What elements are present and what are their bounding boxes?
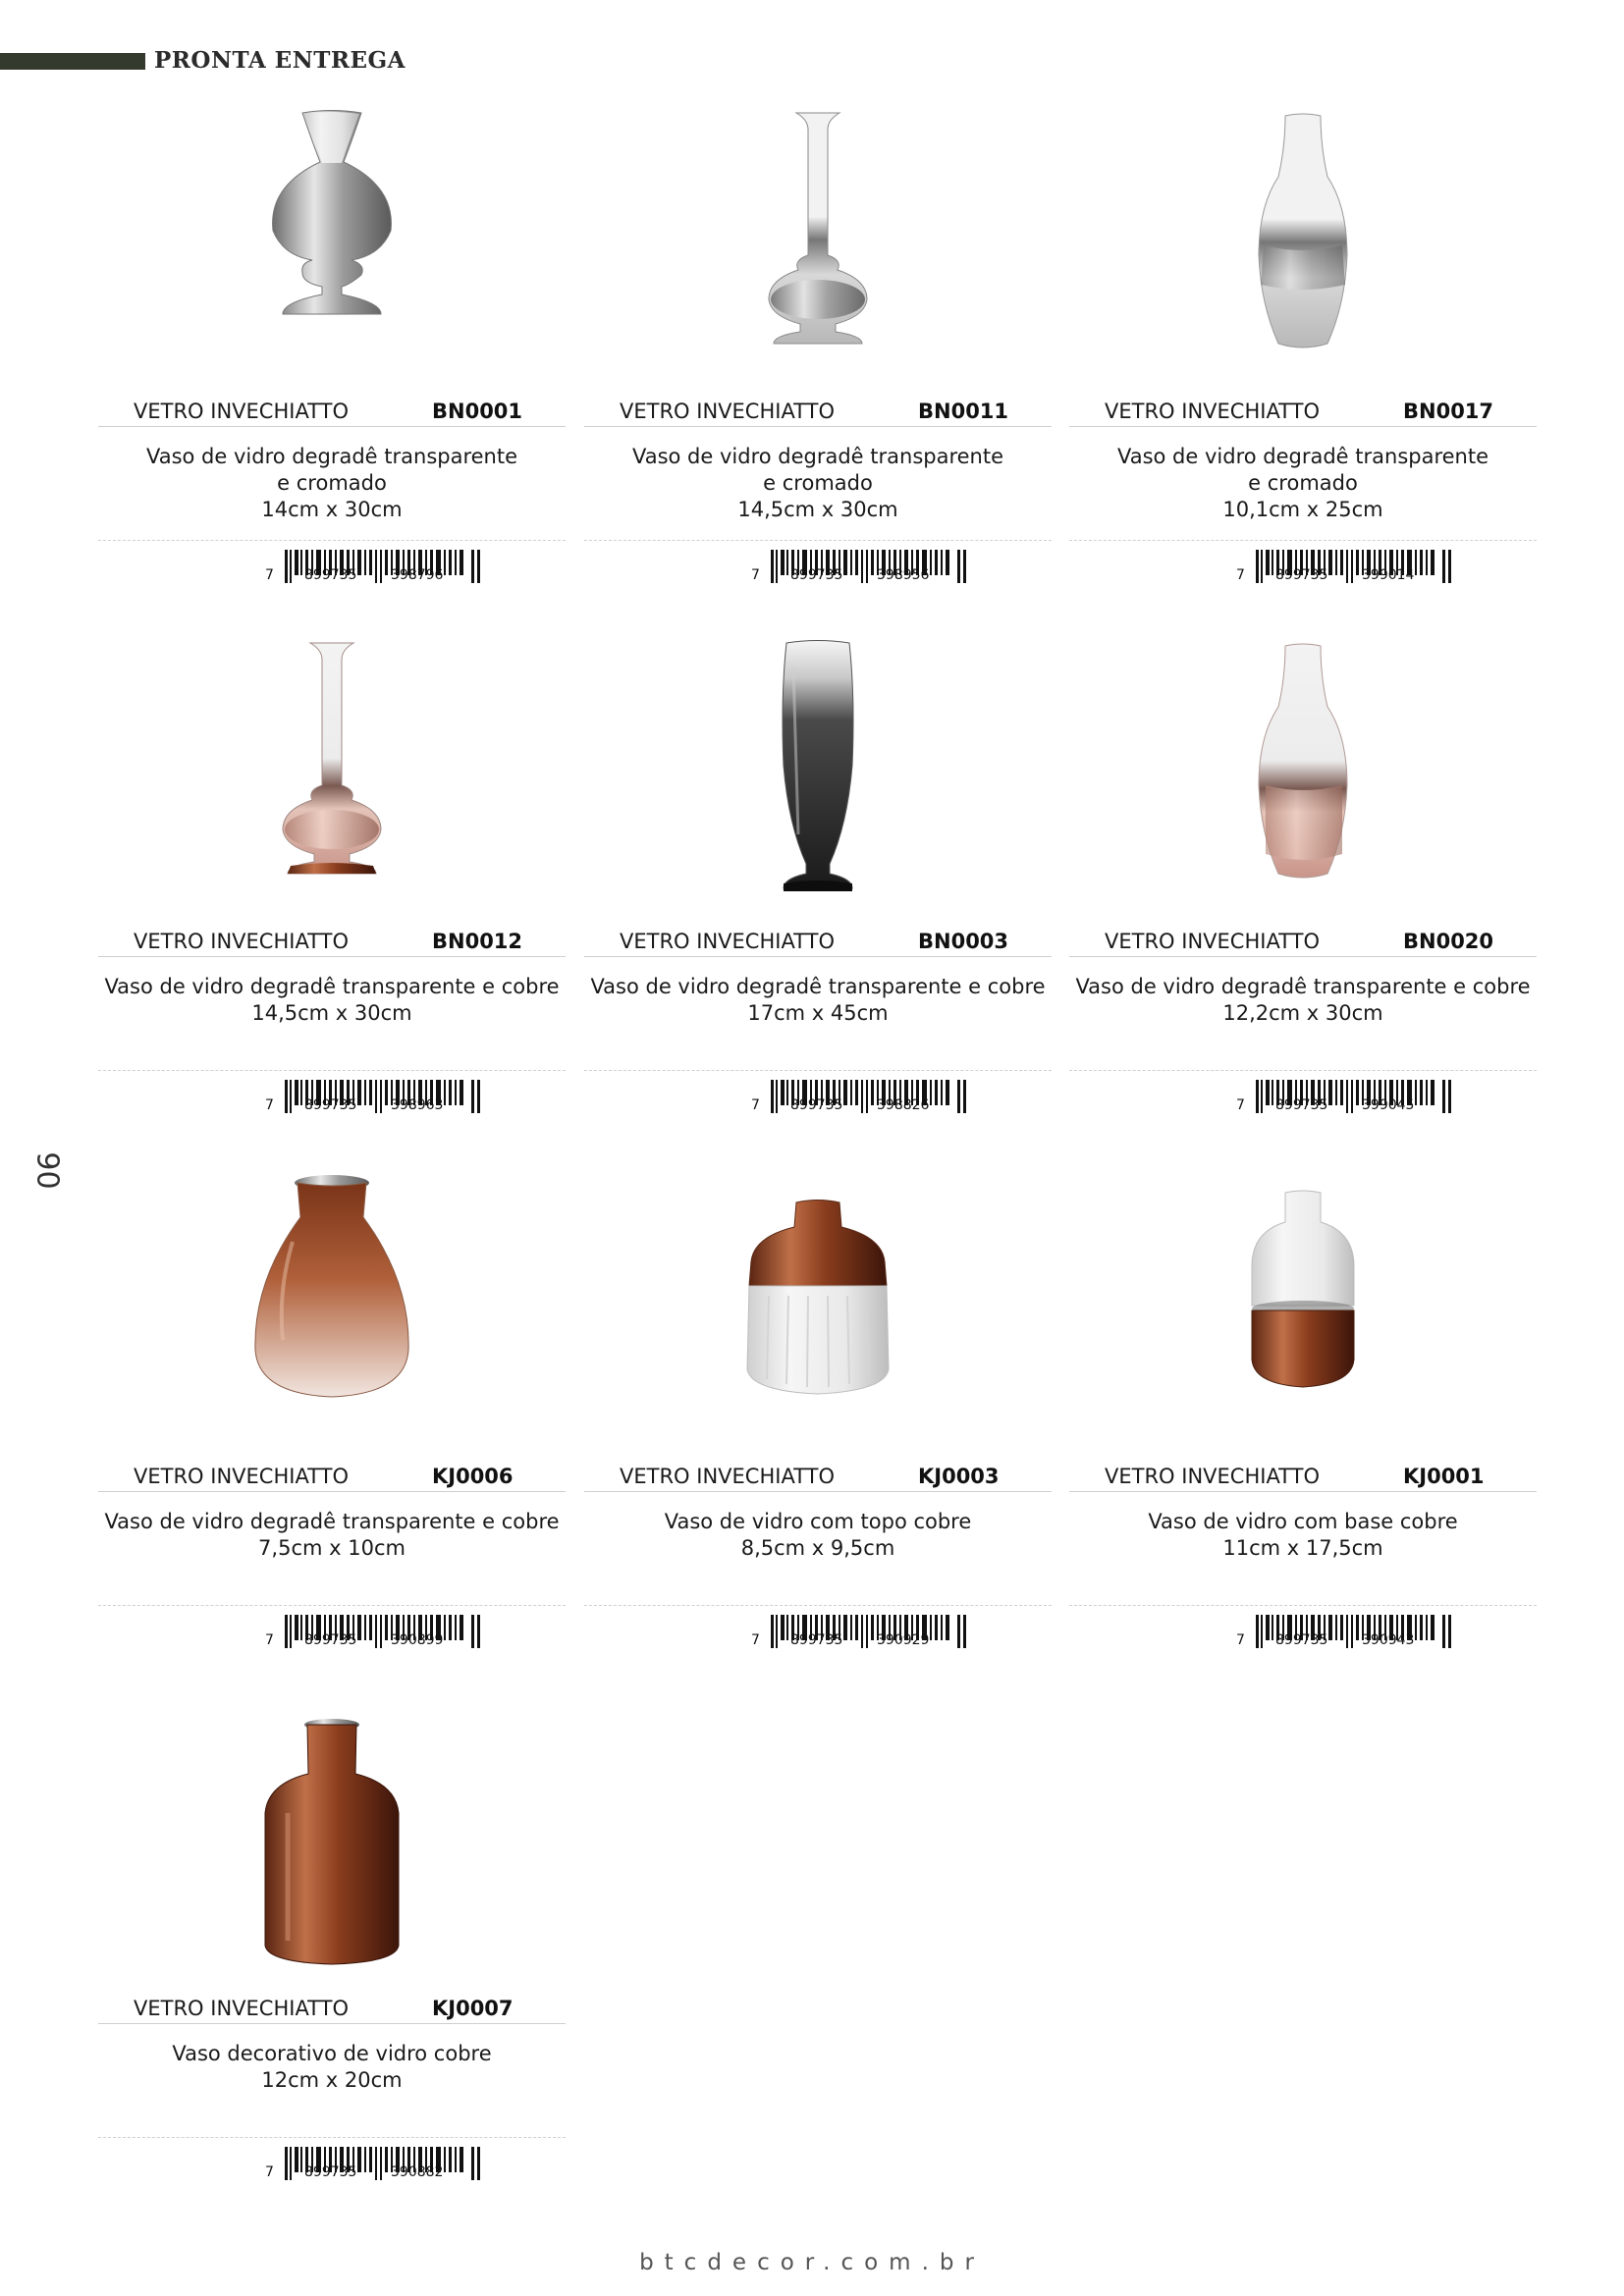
separator <box>1069 1070 1537 1071</box>
product-code: BN0017 <box>1403 400 1494 423</box>
barcode <box>1234 550 1460 599</box>
product-image <box>1069 638 1537 923</box>
product-size: 10,1cm x 25cm <box>1222 498 1383 521</box>
barcode <box>1234 1080 1460 1129</box>
product-description: Vaso de vidro degradê transparente e cromado <box>145 445 518 495</box>
product-description: Vaso de vidro degradê transparente e cobre <box>104 975 560 998</box>
barcode-left-digits: 899735 <box>1275 1632 1328 1648</box>
barcode-right-digits: 390929 <box>877 1632 930 1648</box>
separator <box>1069 1605 1537 1606</box>
barcode <box>263 1615 489 1664</box>
product-size: 14cm x 30cm <box>261 498 403 521</box>
barcode-left-digits: 899735 <box>304 1632 357 1648</box>
product-code: BN0020 <box>1403 930 1494 953</box>
product-brand: VETRO INVECHIATTO <box>620 930 835 953</box>
barcode-right-digits: 399045 <box>1362 1097 1415 1113</box>
barcode-right-digits: 398956 <box>877 567 930 583</box>
barcode-first-digit: 7 <box>1236 1632 1245 1648</box>
barcode <box>1234 1615 1460 1664</box>
separator <box>1069 540 1537 541</box>
product-size: 14,5cm x 30cm <box>737 498 898 521</box>
product-size: 11cm x 17,5cm <box>1222 1536 1383 1560</box>
barcode-left-digits: 899735 <box>1275 567 1328 583</box>
product-brand: VETRO INVECHIATTO <box>620 1465 835 1488</box>
product-image <box>98 638 566 923</box>
barcode-right-digits: 390882 <box>391 2164 444 2180</box>
barcode-first-digit: 7 <box>751 567 760 583</box>
barcode <box>263 2147 489 2196</box>
product-brand: VETRO INVECHIATTO <box>134 930 349 953</box>
product-brand: VETRO INVECHIATTO <box>134 1465 349 1488</box>
barcode-first-digit: 7 <box>265 1632 274 1648</box>
product-size: 17cm x 45cm <box>747 1001 889 1025</box>
barcode <box>749 1615 975 1664</box>
product-description: Vaso de vidro degradê transparente e cobre <box>104 1510 560 1533</box>
separator <box>584 1070 1052 1071</box>
barcode-first-digit: 7 <box>265 567 274 583</box>
product-code: KJ0001 <box>1403 1465 1485 1488</box>
barcode-left-digits: 899735 <box>304 2164 357 2180</box>
separator <box>584 1605 1052 1606</box>
product-code: KJ0007 <box>432 1997 514 2020</box>
product-description: Vaso de vidro degradê transparente e cromado <box>1116 445 1489 495</box>
product-code: KJ0006 <box>432 1465 514 1488</box>
barcode-first-digit: 7 <box>1236 567 1245 583</box>
product-size: 12,2cm x 30cm <box>1222 1001 1383 1025</box>
product-brand: VETRO INVECHIATTO <box>1105 1465 1320 1488</box>
product-code: BN0011 <box>918 400 1009 423</box>
barcode-first-digit: 7 <box>265 2164 274 2180</box>
barcode <box>263 1080 489 1129</box>
barcode <box>749 1080 975 1129</box>
product-brand: VETRO INVECHIATTO <box>134 400 349 423</box>
barcode-left-digits: 899735 <box>304 1097 357 1113</box>
product-image <box>584 638 1052 923</box>
barcode-left-digits: 899735 <box>304 567 357 583</box>
product-description: Vaso de vidro degradê transparente e cobre <box>590 975 1046 998</box>
product-description: Vaso decorativo de vidro cobre <box>172 2042 492 2065</box>
separator <box>98 1070 566 1071</box>
barcode-first-digit: 7 <box>751 1097 760 1113</box>
product-image <box>1069 1173 1537 1458</box>
product-description: Vaso de vidro com base cobre <box>1148 1510 1458 1533</box>
barcode-left-digits: 899735 <box>790 1097 843 1113</box>
product-image <box>1069 108 1537 393</box>
product-code: BN0001 <box>432 400 523 423</box>
product-brand: VETRO INVECHIATTO <box>1105 400 1320 423</box>
product-code: BN0012 <box>432 930 523 953</box>
barcode-left-digits: 899735 <box>790 1632 843 1648</box>
separator <box>98 2137 566 2138</box>
product-size: 8,5cm x 9,5cm <box>740 1536 895 1560</box>
product-brand: VETRO INVECHIATTO <box>1105 930 1320 953</box>
barcode-first-digit: 7 <box>751 1632 760 1648</box>
product-code: BN0003 <box>918 930 1009 953</box>
product-size: 14,5cm x 30cm <box>251 1001 412 1025</box>
barcode-right-digits: 399014 <box>1362 567 1415 583</box>
barcode-right-digits: 398826 <box>877 1097 930 1113</box>
barcode-left-digits: 899735 <box>790 567 843 583</box>
product-image <box>98 108 566 393</box>
product-description: Vaso de vidro degradê transparente e cromado <box>631 445 1004 495</box>
product-description: Vaso de vidro com topo cobre <box>664 1510 972 1533</box>
separator <box>584 540 1052 541</box>
footer-website[interactable]: btcdecor.com.br <box>639 2250 985 2275</box>
product-brand: VETRO INVECHIATTO <box>134 1997 349 2020</box>
product-size: 12cm x 20cm <box>261 2068 403 2092</box>
barcode-right-digits: 390943 <box>1362 1632 1415 1648</box>
barcode-left-digits: 899735 <box>1275 1097 1328 1113</box>
separator <box>98 1605 566 1606</box>
product-image <box>98 1705 566 1990</box>
separator <box>98 540 566 541</box>
header-accent-bar <box>0 53 145 70</box>
barcode-right-digits: 398963 <box>391 1097 444 1113</box>
product-image <box>98 1173 566 1458</box>
barcode-first-digit: 7 <box>265 1097 274 1113</box>
product-brand: VETRO INVECHIATTO <box>620 400 835 423</box>
product-code: KJ0003 <box>918 1465 1000 1488</box>
section-title: PRONTA ENTREGA <box>154 47 406 74</box>
product-description: Vaso de vidro degradê transparente e cobre <box>1075 975 1531 998</box>
barcode-first-digit: 7 <box>1236 1097 1245 1113</box>
barcode <box>749 550 975 599</box>
product-size: 7,5cm x 10cm <box>258 1536 406 1560</box>
product-image <box>584 108 1052 393</box>
product-image <box>584 1173 1052 1458</box>
barcode-right-digits: 390899 <box>391 1632 444 1648</box>
barcode-right-digits: 398796 <box>391 567 444 583</box>
page-number: 90 <box>29 1151 65 1190</box>
barcode <box>263 550 489 599</box>
